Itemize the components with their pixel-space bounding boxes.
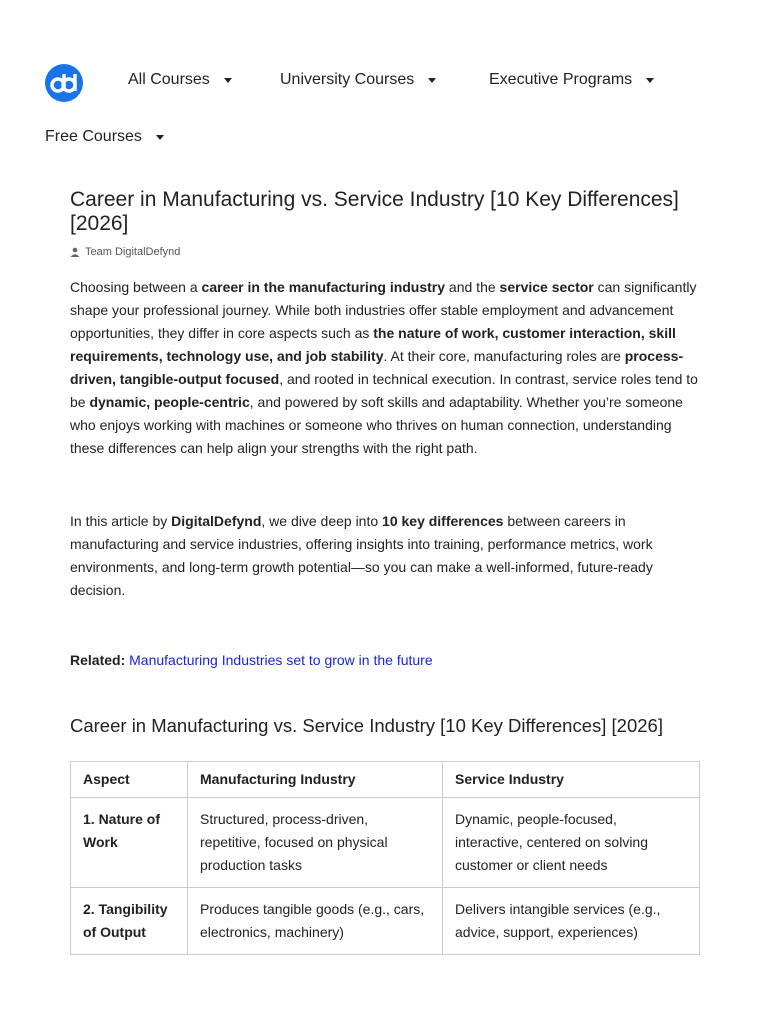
article-author[interactable] [70,246,700,258]
top-navigation [0,0,768,180]
table-header-cell: Service Industry [443,761,700,797]
text: . At their core, manufacturing roles are [383,348,625,365]
text: , and powered by soft skills and adaptability. Whether you’re someone who enjoys working with machines or someone who thrives on human connection, understanding these differences can help align your strengths with the right path. [70,394,683,457]
caret-down-icon [646,78,654,83]
logo-mark-icon [49,72,79,94]
bold-text: the nature of work, customer interaction, skill requirements, technology use, and job stability [70,325,676,365]
intro-paragraph [70,276,700,460]
nav-all-courses[interactable] [128,71,232,89]
text: , and rooted in technical execution. In contrast, service roles tend to be [70,371,698,411]
comparison-table [70,761,700,955]
nav-university-courses-label: University Courses [280,71,415,88]
text: Choosing between a [70,279,202,296]
nav-executive-programs-label: Executive Programs [489,71,633,88]
bold-text: dynamic, people-centric [89,394,250,411]
digitaldefynd-logo[interactable] [45,64,83,102]
related-link-row [70,652,700,668]
author-name: Team DigitalDefynd [85,246,181,259]
text: In this article by [70,513,172,530]
related-label: Related: [70,652,126,669]
article-overview-paragraph [70,510,700,602]
nav-executive-programs[interactable] [489,71,654,89]
section-heading: Career in Manufacturing vs. Service Industry [10 Key Differences] [2026] [70,715,663,737]
nav-free-courses-label: Free Courses [45,128,142,145]
table-header-row [71,761,700,797]
caret-down-icon [224,78,232,83]
caret-down-icon [428,78,436,83]
table-cell: Delivers intangible services (e.g., advice, support, experiences) [443,887,700,954]
bold-text: process-driven, tangible-output focused [70,348,684,388]
caret-down-icon [156,135,164,140]
nav-free-courses[interactable] [45,128,164,146]
bold-text: 10 key differences [382,513,504,530]
nav-university-courses[interactable] [280,71,436,89]
table-header-cell: Manufacturing Industry [188,761,443,797]
table-row [71,887,700,954]
table-header-cell: Aspect [71,761,188,797]
table-cell: 2. Tangibility of Output [71,887,188,954]
bold-text: career in the manufacturing industry [201,279,446,296]
text: between careers in manufacturing and service industries, offering insights into training, performance metrics, work environments, and long-term growth potential—so you can make a well-informed, future-ready decision. [70,513,653,599]
related-article-link[interactable]: Manufacturing Industries set to grow in the future [129,652,433,669]
nav-all-courses-label: All Courses [128,71,210,88]
user-icon [70,247,80,257]
table-cell: Produces tangible goods (e.g., cars, electronics, machinery) [188,887,443,954]
bold-text: service sector [499,279,594,296]
table-cell: Dynamic, people-focused, interactive, centered on solving customer or client needs [443,797,700,887]
table-cell: 1. Nature of Work [71,797,188,887]
article-title: Career in Manufacturing vs. Service Industry [10 Key Differences] [2026] [70,188,679,236]
text: and the [445,279,500,296]
text: can significantly shape your professional journey. While both industries offer stable employment and advancement opportunities, they differ in core aspects such as [70,279,697,342]
bold-text: DigitalDefynd [171,513,262,530]
table-row [71,797,700,887]
table-cell: Structured, process-driven, repetitive, focused on physical production tasks [188,797,443,887]
article [70,188,700,955]
text: , we dive deep into [261,513,383,530]
